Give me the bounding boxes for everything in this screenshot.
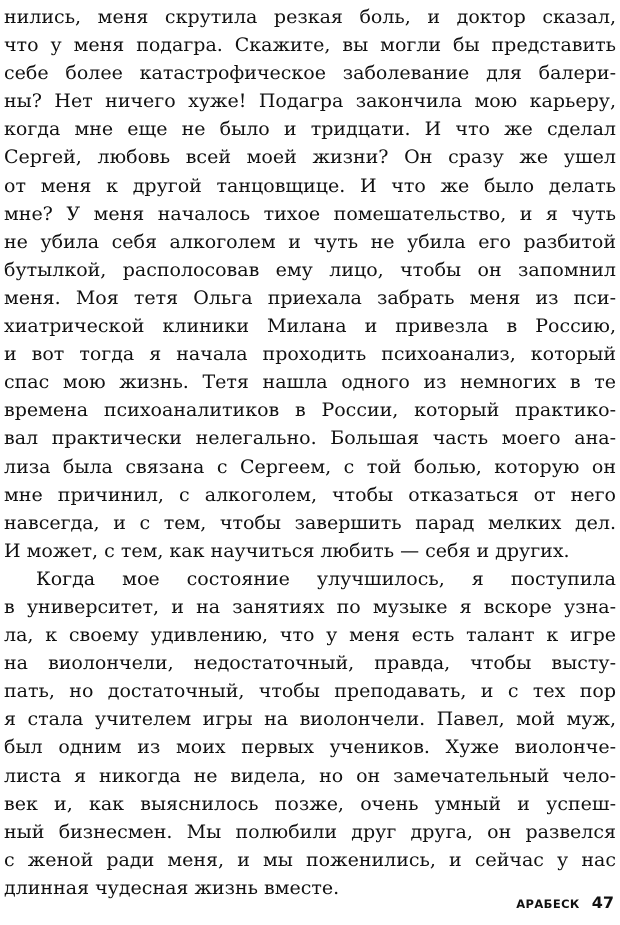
text-line: навсегда, и с тем, чтобы завершить парад мелких дел. <box>4 511 616 534</box>
running-head: АРАБЕСК <box>516 897 580 911</box>
text-line: лиза была связана с Сергеем, с той болью, которую он <box>4 455 616 478</box>
text-line: ны? Нет ничего хуже! Подагра закончила мою карьеру, <box>4 90 616 113</box>
text-line: спас мою жизнь. Тетя нашла одного из немногих в те <box>4 371 616 394</box>
text-line: на виолончели, недостаточный, правда, чтобы высту- <box>4 652 616 675</box>
text-line: ла, к своему удивлению, что у меня есть талант к игре <box>4 624 616 647</box>
text-line: мне причинил, с алкоголем, чтобы отказаться от него <box>4 483 616 506</box>
text-line: я стала учителем игры на виолончели. Павел, мой муж, <box>4 708 616 731</box>
text-line: нились, меня скрутила резкая боль, и доктор сказал, <box>4 6 616 28</box>
text-line: пать, но достаточный, чтобы преподавать, и с тех пор <box>4 680 616 703</box>
text-line: от меня к другой танцовщице. И что же было делать <box>4 174 616 197</box>
text-line: и вот тогда я начала проходить психоанализ, который <box>4 343 616 366</box>
paragraph-end-line: длинная чудесная жизнь вместе. <box>4 876 340 899</box>
text-line: Сергей, любовь всей моей жизни? Он сразу же ушел <box>4 146 616 169</box>
text-line: хиатрической клиники Милана и привезла в Россию, <box>4 315 616 338</box>
text-line: меня. Моя тетя Ольга приехала забрать меня из пси- <box>4 286 616 309</box>
text-line: листа я никогда не видела, но он замечательный чело- <box>4 764 616 787</box>
page-footer <box>516 893 614 912</box>
text-line: с женой ради меня, и мы поженились, и сейчас у нас <box>4 848 616 871</box>
text-line: ный бизнесмен. Мы полюбили друг друга, он развелся <box>4 820 616 843</box>
page-number: 47 <box>591 893 614 912</box>
text-line: не убила себя алкоголем и чуть не убила его разбитой <box>4 230 616 253</box>
text-line: времена психоаналитиков в России, который практико- <box>4 399 616 422</box>
paragraph-end-line: И может, с тем, как научиться любить — себя и других. <box>4 539 570 562</box>
text-line: в университет, и на занятиях по музыке я вскоре узна- <box>4 595 616 618</box>
body-text <box>4 3 616 902</box>
text-line: что у меня подагра. Скажите, вы могли бы представить <box>4 34 616 57</box>
text-line: мне? У меня началось тихое помешательство, и я чуть <box>4 202 616 225</box>
text-line: бутылкой, располосовав ему лицо, чтобы он запомнил <box>4 258 616 281</box>
text-line: себе более катастрофическое заболевание для балери- <box>4 62 616 85</box>
text-line: когда мне еще не было и тридцати. И что же сделал <box>4 118 616 141</box>
paragraph-first-line: Когда мое состояние улучшилось, я поступила <box>36 567 616 590</box>
text-line: век и, как выяснилось позже, очень умный и успеш- <box>4 792 616 815</box>
text-line: вал практически нелегально. Большая часть моего ана- <box>4 427 616 450</box>
text-line: был одним из моих первых учеников. Хуже виолонче- <box>4 736 616 759</box>
